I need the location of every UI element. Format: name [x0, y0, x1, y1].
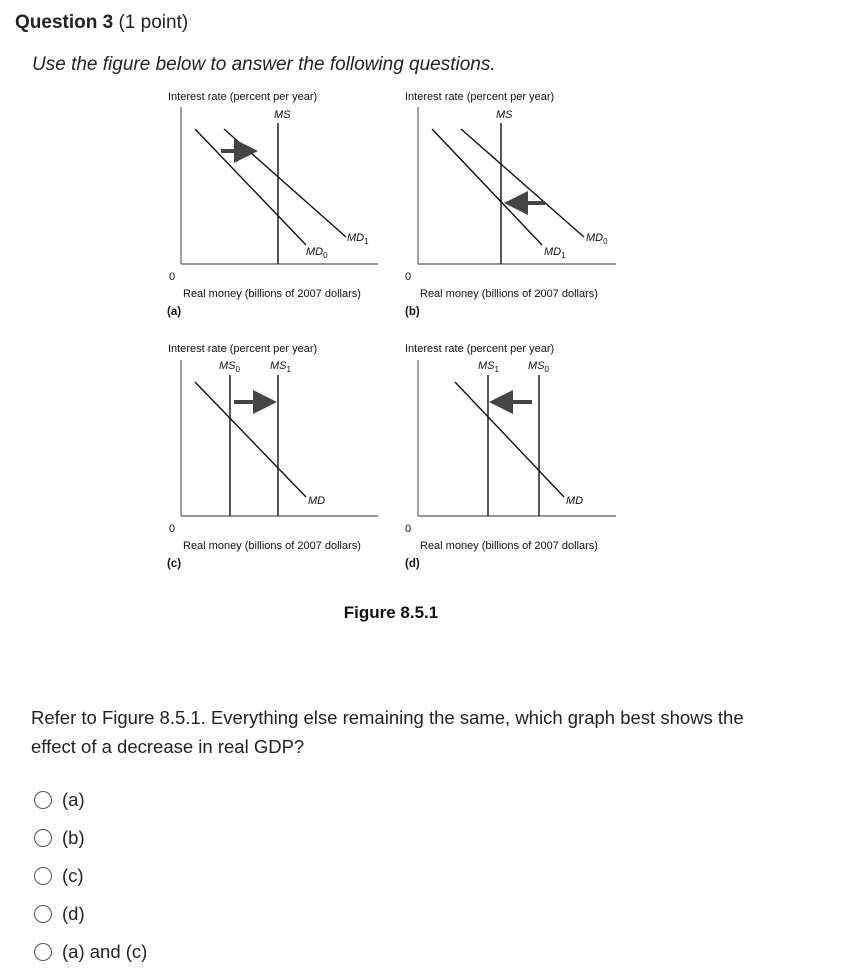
panel-d-y-axis-label: Interest rate (percent per year) [405, 343, 555, 355]
radio-button[interactable] [34, 867, 52, 885]
panel-c-md-label: MD [308, 495, 326, 507]
panel-d-ms0-label: $MS_0$ [528, 360, 549, 374]
panel-a-md1-curve [224, 129, 346, 237]
panel-d-label: (d) [405, 558, 420, 570]
panel-d-md-curve [455, 382, 564, 497]
option-a[interactable] [34, 781, 147, 819]
question-number: Question 3 [15, 12, 114, 33]
figure [0, 85, 856, 630]
panel-c-y-axis-label: Interest rate (percent per year) [168, 343, 318, 355]
panel-b [405, 91, 616, 318]
radio-button[interactable] [34, 791, 52, 809]
figure-caption: Figure 8.5.1 [343, 603, 439, 622]
panel-a-md1-label: $MD_1$ [347, 232, 369, 246]
panel-c-x-axis-label: Real money (billions of 2007 dollars) [183, 540, 361, 552]
panel-c-origin: 0 [169, 523, 176, 535]
panel-b-ms-label: MS [496, 109, 513, 121]
option-d[interactable] [34, 895, 147, 933]
panel-b-md1-curve [432, 129, 542, 245]
panel-c-md-curve [195, 382, 306, 497]
option-label: (a) and (c) [62, 941, 148, 962]
panel-b-md1-label: $MD_1$ [544, 246, 566, 260]
panel-c [167, 343, 378, 570]
panel-c-label: (c) [167, 558, 182, 570]
option-label: (a) [62, 789, 85, 810]
panel-a-y-axis-label: Interest rate (percent per year) [168, 91, 318, 103]
question-title [15, 12, 188, 34]
panel-b-y-axis-label: Interest rate (percent per year) [405, 91, 555, 103]
panel-a-x-axis-label: Real money (billions of 2007 dollars) [183, 288, 361, 300]
panel-c-ms1-label: $MS_1$ [270, 360, 291, 374]
option-b[interactable] [34, 819, 147, 857]
panel-d-ms1-label: $MS_1$ [478, 360, 499, 374]
panel-a-md0-label: $MD_0$ [306, 246, 328, 260]
question-prompt: Refer to Figure 8.5.1. Everything else remaining the same, which graph best shows the effect of a decrease in real GDP? [31, 707, 744, 757]
figure-svg [0, 85, 856, 630]
panel-b-origin: 0 [405, 271, 412, 283]
panel-a-ms-label: MS [274, 109, 291, 121]
panel-b-md0-curve [461, 129, 584, 237]
panel-b-x-axis-label: Real money (billions of 2007 dollars) [420, 288, 598, 300]
panel-c-ms0-label: $MS_0$ [219, 360, 240, 374]
panel-d-origin: 0 [405, 523, 412, 535]
panel-a-label: (a) [167, 306, 182, 318]
radio-button[interactable] [34, 905, 52, 923]
option-label: (d) [62, 903, 85, 924]
panel-b-md0-label: $MD_0$ [586, 232, 608, 246]
option-a-and-c[interactable] [34, 933, 147, 971]
panel-d-md-label: MD [566, 495, 584, 507]
panel-d-x-axis-label: Real money (billions of 2007 dollars) [420, 540, 598, 552]
question-intro: Use the figure below to answer the following questions. [32, 54, 496, 75]
panel-d [405, 343, 616, 570]
panel-b-label: (b) [405, 306, 420, 318]
answer-options [34, 781, 147, 971]
radio-button[interactable] [34, 943, 52, 961]
panel-a-origin: 0 [169, 271, 176, 283]
question-points: (1 point) [118, 12, 189, 33]
radio-button[interactable] [34, 829, 52, 847]
option-c[interactable] [34, 857, 147, 895]
panel-a [167, 91, 378, 318]
option-label: (c) [62, 865, 84, 886]
option-label: (b) [62, 827, 85, 848]
